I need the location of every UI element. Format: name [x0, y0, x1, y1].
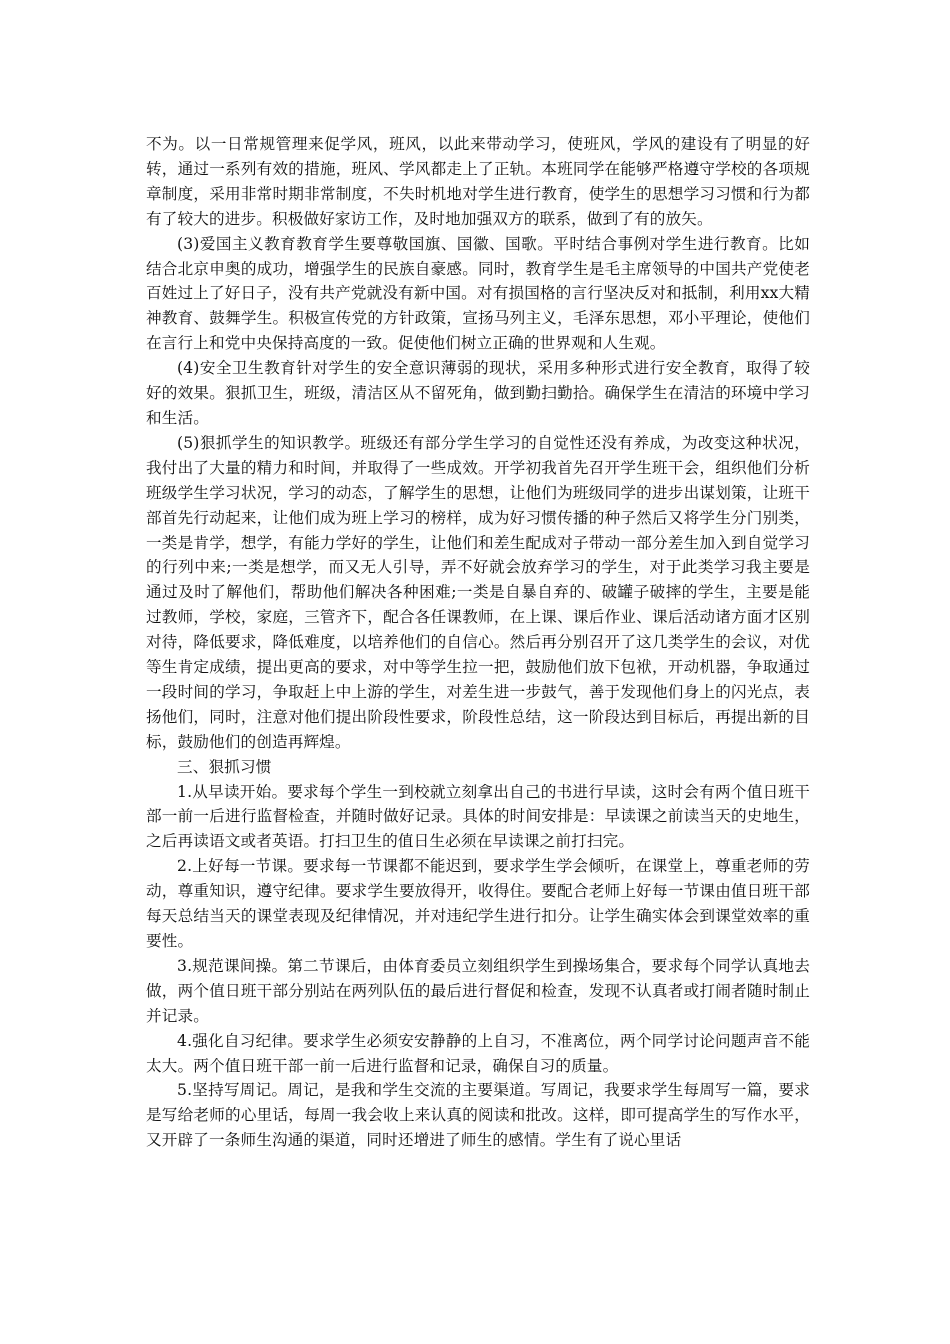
paragraph-continuation-class-style: 不为。以一日常规管理来促学风，班风，以此来带动学习，使班风，学风的建设有了明显的好转，通过一系列有效的措施，班风、学风都走上了正轨。本班同学在能够严格遵守学校的各项规章制度，采用非常时期非常制度，不失时机地对学生进行教育，使学生的思想学习习惯和行为都有了较大的进步。积极做好家访工作，及时地加强双方的联系，做到了有的放矢。	[146, 135, 810, 228]
section-heading-habits: 三、狠抓习惯	[177, 757, 272, 776]
paragraph-knowledge-teaching: (5)狠抓学生的知识教学。班级还有部分学生学习的自觉性还没有养成，为改变这种状况，我付出了大量的精力和时间，并取得了一些成效。开学初我首先召开学生班干会，组织他们分析班级学生学习状况，学习的动态，了解学生的思想，让他们为班级同学的进步出谋划策，让班干部首先行动起来，让他们成为班上学习的榜样，成为好习惯传播的种子然后又将学生分门别类，一类是肯学，想学，有能力学好的学生，让他们和差生配成对子带动一部分差生加入到自觉学习的行列中来;一类是想学，而又无人引导，弄不好就会放弃学习的学生，对于此类学习我主要是通过及时了解他们，帮助他们解决各种困难;一类是自暴自弃的、破罐子破摔的学生，主要是能过教师，学校，家庭，三管齐下，配合各任课教师，在上课、课后作业、课后活动诸方面才区别对待，降低要求，降低难度，以培养他们的自信心。然后再分别召开了这几类学生的会议，对优等生肯定成绩，提出更高的要求，对中等学生拉一把，鼓励他们放下包袱，开动机器，争取通过一段时间的学习，争取赶上中上游的学生，对差生进一步鼓气，善于发现他们身上的闪光点，表扬他们，同时，注意对他们提出阶段性要求，阶段性总结，这一阶段达到目标后，再提出新的目标，鼓励他们的创造再辉煌。	[146, 433, 810, 751]
paragraph-patriotic-education: (3)爱国主义教育教育学生要尊敬国旗、国徽、国歌。平时结合事例对学生进行教育。比如结合北京申奥的成功，增强学生的民族自豪感。同时，教育学生是毛主席领导的中国共产党使老百姓过上了好日子，没有共产党就没有新中国。对有损国格的言行坚决反对和抵制，利用xx大精神教育、鼓舞学生。积极宣传党的方针政策，宣扬马列主义，毛泽东思想，邓小平理论，使他们在言行上和党中央保持高度的一致。促使他们树立正确的世界观和人生观。	[146, 234, 810, 353]
paragraph-safety-hygiene-education: (4)安全卫生教育针对学生的安全意识薄弱的现状，采用多种形式进行安全教育，取得了较好的效果。狠抓卫生，班级，清洁区从不留死角，做到勤扫勤拾。确保学生在清洁的环境中学习和生活。	[146, 359, 810, 427]
paragraph-weekly-journal: 5.坚持写周记。周记，是我和学生交流的主要渠道。写周记，我要求学生每周写一篇，要求是写给老师的心里话，每周一我会收上来认真的阅读和批改。这样，即可提高学生的写作水平，又开辟了一条师生沟通的渠道，同时还增进了师生的感情。学生有了说心里话	[146, 1081, 810, 1150]
paragraph-exercise-break: 3.规范课间操。第二节课后，由体育委员立刻组织学生到操场集合，要求每个同学认真地去做，两个值日班干部分别站在两列队伍的最后进行督促和检查，发现不认真者或打闹者随时制止并记录。	[146, 956, 810, 1025]
paragraph-self-study-discipline: 4.强化自习纪律。要求学生必须安安静静的上自习，不准离位，两个同学讨论问题声音不能太大。两个值日班干部一前一后进行监督和记录，确保自习的质量。	[146, 1031, 810, 1075]
paragraph-morning-reading: 1.从早读开始。要求每个学生一到校就立刻拿出自己的书进行早读，这时会有两个值日班干部一前一后进行监督检查，并随时做好记录。具体的时间安排是：早读课之前读当天的史地生，之后再读语文或者英语。打扫卫生的值日生必须在早读课之前打扫完。	[146, 782, 810, 851]
paragraph-every-lesson: 2.上好每一节课。要求每一节课都不能迟到，要求学生学会倾听，在课堂上，尊重老师的劳动，尊重知识，遵守纪律。要求学生要放得开，收得住。要配合老师上好每一节课由值日班干部每天总结当天的课堂表现及纪律情况，并对违纪学生进行扣分。让学生确实体会到课堂效率的重要性。	[146, 857, 810, 950]
document-body	[146, 132, 810, 1153]
